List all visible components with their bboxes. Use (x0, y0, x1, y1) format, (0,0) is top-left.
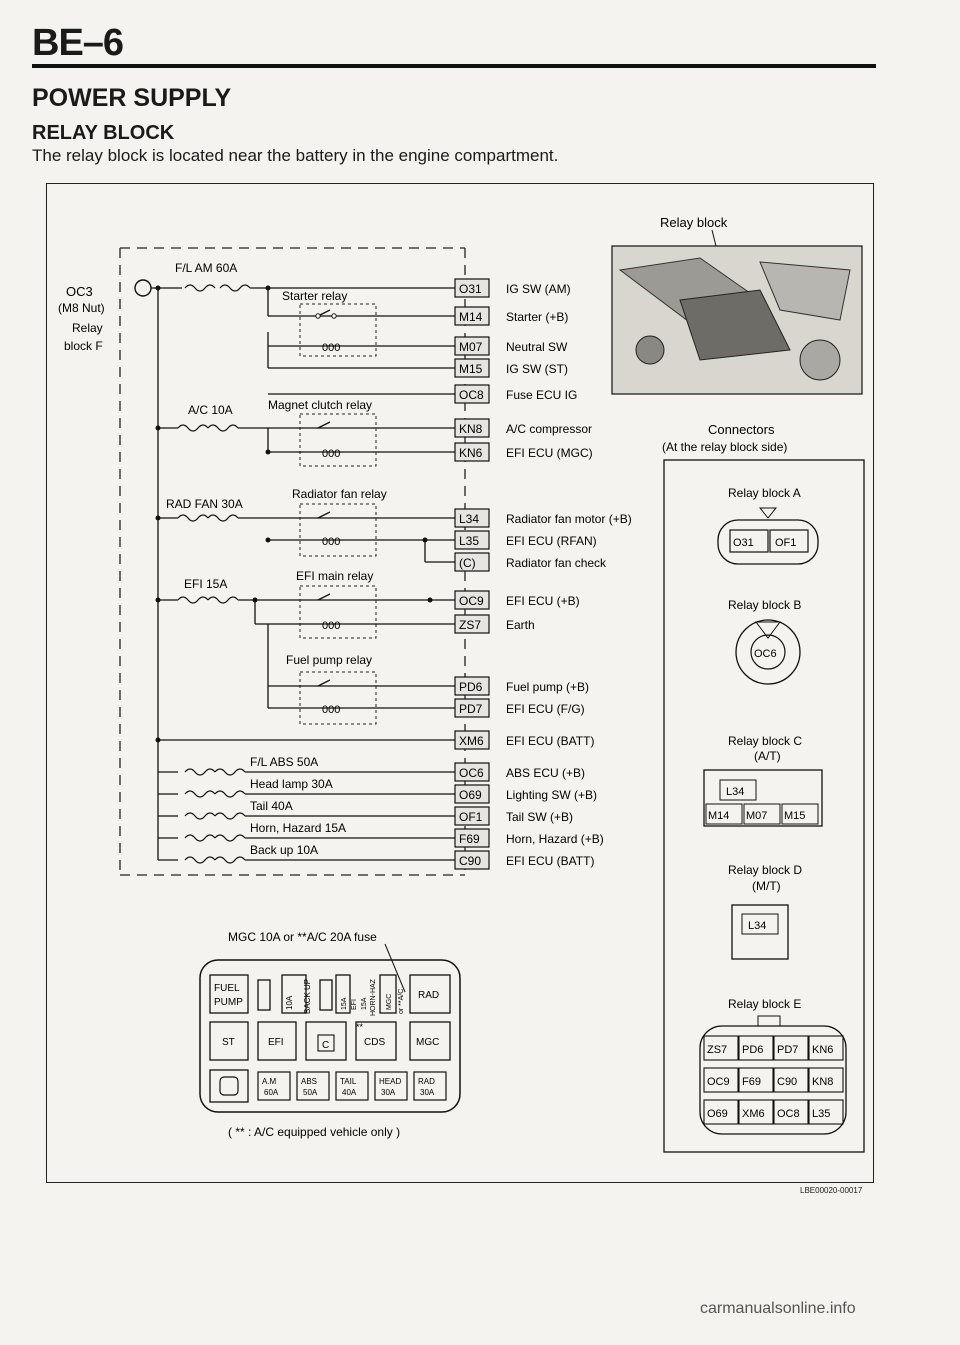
block-e-pin-label: F69 (742, 1076, 761, 1088)
big-fuse-rating: 60A (264, 1088, 279, 1097)
terminal-code: L35 (459, 534, 480, 548)
svg-text:Head lamp 30A: Head lamp 30A (250, 777, 333, 791)
terminal-desc: EFI ECU (BATT) (506, 854, 595, 868)
sub-title: RELAY BLOCK (32, 122, 175, 144)
svg-text:C: C (322, 1040, 330, 1051)
svg-text:Relay block D: Relay block D (728, 863, 803, 877)
terminal-desc: EFI ECU (BATT) (506, 734, 595, 748)
terminal-code: ZS7 (459, 618, 482, 632)
svg-text:**: ** (356, 1022, 364, 1032)
relay-block-photo (612, 215, 862, 394)
svg-text:F/L AM 60A: F/L AM 60A (175, 261, 238, 275)
terminal-code: M15 (459, 362, 483, 376)
terminal-desc: Earth (506, 618, 535, 632)
svg-text:MGC: MGC (416, 1037, 440, 1048)
svg-text:Relay block E: Relay block E (728, 997, 802, 1011)
block-e-pin-label: OC9 (707, 1076, 730, 1088)
terminal-list (455, 279, 632, 869)
svg-text:PUMP: PUMP (214, 997, 243, 1008)
radiator-fan-relay (266, 487, 456, 562)
svg-text:EFI: EFI (268, 1037, 284, 1048)
svg-text:FUEL: FUEL (214, 983, 240, 994)
svg-text:EFI main relay: EFI main relay (296, 569, 374, 583)
svg-text:000: 000 (322, 448, 341, 460)
big-fuse-rating: 30A (420, 1088, 435, 1097)
terminal-desc: Horn, Hazard (+B) (506, 832, 604, 846)
terminal-desc: Fuse ECU IG (506, 388, 578, 402)
svg-text:Relay block B: Relay block B (728, 598, 802, 612)
svg-text:15A: 15A (341, 997, 348, 1010)
svg-text:Horn, Hazard 15A: Horn, Hazard 15A (250, 821, 347, 835)
terminal-desc: ABS ECU (+B) (506, 766, 586, 780)
svg-text:000: 000 (322, 620, 341, 632)
svg-text:RAD FAN 30A: RAD FAN 30A (166, 497, 243, 511)
magnet-clutch-relay (266, 398, 456, 466)
svg-text:BACK UP: BACK UP (303, 978, 312, 1014)
svg-text:Connectors: Connectors (708, 422, 775, 437)
svg-text:Magnet clutch relay: Magnet clutch relay (268, 398, 373, 412)
block-e-pin-label: PD7 (777, 1044, 799, 1056)
big-fuse-name: ABS (301, 1077, 318, 1086)
terminal-code: PD6 (459, 680, 483, 694)
svg-text:EFI: EFI (351, 999, 358, 1010)
block-e-pin-label: KN8 (812, 1076, 834, 1088)
svg-text:RAD: RAD (418, 990, 440, 1001)
terminal-desc: EFI ECU (MGC) (506, 446, 593, 460)
terminal-code: OC6 (459, 766, 484, 780)
svg-text:HORN-HAZ: HORN-HAZ (370, 979, 377, 1016)
block-e-pin-label: ZS7 (707, 1044, 728, 1056)
svg-text:OC6: OC6 (754, 648, 777, 660)
svg-text:10A: 10A (285, 995, 294, 1010)
terminal-code: OF1 (459, 810, 483, 824)
big-fuse-name: RAD (418, 1077, 435, 1086)
svg-text:M15: M15 (784, 810, 806, 822)
figure-code: LBE00020-00017 (800, 1186, 863, 1195)
terminal-desc: EFI ECU (RFAN) (506, 534, 597, 548)
svg-text:CDS: CDS (364, 1037, 386, 1048)
terminal-code: KN8 (459, 422, 483, 436)
svg-text:000: 000 (322, 704, 341, 716)
lower-fuses (158, 755, 455, 863)
section-title: POWER SUPPLY (32, 84, 232, 112)
terminal-code: OC9 (459, 594, 484, 608)
fuse-layout-panel (200, 930, 460, 1139)
block-e-pin-label: O69 (707, 1108, 728, 1120)
terminal-desc: A/C compressor (506, 422, 593, 436)
svg-text:A/C 10A: A/C 10A (188, 403, 233, 417)
big-fuse-name: A.M (262, 1077, 277, 1086)
terminal-desc: Neutral SW (506, 340, 568, 354)
terminal-code: M14 (459, 310, 483, 324)
svg-text:ST: ST (222, 1037, 235, 1048)
svg-text:F/L ABS 50A: F/L ABS 50A (250, 755, 319, 769)
block-e-pin-label: PD6 (742, 1044, 764, 1056)
terminal-desc: Lighting SW (+B) (506, 788, 598, 802)
svg-text:O31: O31 (733, 537, 754, 549)
terminal-code: C90 (459, 854, 482, 868)
terminal-code: L34 (459, 512, 480, 526)
terminal-code: F69 (459, 832, 480, 846)
terminal-desc: EFI ECU (+B) (506, 594, 580, 608)
terminal-desc: Tail SW (+B) (506, 810, 574, 824)
svg-text:Fuel pump relay: Fuel pump relay (286, 653, 373, 667)
watermark: carmanualsonline.info (700, 1300, 856, 1317)
layout-caption: MGC 10A or **A/C 20A fuse (228, 930, 377, 944)
svg-text:L34: L34 (748, 920, 767, 932)
page-id: BE–6 (32, 22, 124, 64)
big-fuse-name: TAIL (340, 1077, 357, 1086)
intro-text: The relay block is located near the battery in the engine compartment. (32, 146, 559, 165)
svg-text:OF1: OF1 (775, 537, 797, 549)
svg-text:Relay block C: Relay block C (728, 734, 803, 748)
svg-text:000: 000 (322, 536, 341, 548)
terminal-code: (C) (459, 556, 476, 570)
svg-text:000: 000 (322, 342, 341, 354)
oc3-terminal (135, 280, 151, 296)
terminal-desc: IG SW (ST) (506, 362, 568, 376)
terminal-desc: IG SW (AM) (506, 282, 571, 296)
big-fuse-rating: 40A (342, 1088, 357, 1097)
terminal-code: XM6 (459, 734, 484, 748)
terminal-code: PD7 (459, 702, 483, 716)
efi-main-relay (255, 569, 455, 638)
oc3-label: OC3 (66, 284, 93, 299)
terminal-desc: Radiator fan check (506, 556, 607, 570)
big-fuse-name: HEAD (379, 1077, 402, 1086)
terminal-code: M07 (459, 340, 483, 354)
svg-text:(M/T): (M/T) (752, 879, 781, 893)
svg-text:M14: M14 (708, 810, 730, 822)
oc3-nut-label: (M8 Nut) (58, 301, 105, 315)
svg-text:(At the relay block side): (At the relay block side) (662, 440, 788, 454)
block-e-pin-label: KN6 (812, 1044, 834, 1056)
svg-text:15A: 15A (361, 997, 368, 1010)
fuse-am (151, 261, 455, 291)
terminal-desc: EFI ECU (F/G) (506, 702, 585, 716)
svg-text:Tail 40A: Tail 40A (250, 799, 293, 813)
svg-text:(A/T): (A/T) (754, 749, 781, 763)
block-e-pin-label: L35 (812, 1108, 831, 1120)
terminal-desc: Radiator fan motor (+B) (506, 512, 632, 526)
terminal-code: O69 (459, 788, 482, 802)
svg-text:or **A/C: or **A/C (398, 988, 405, 1014)
svg-text:Relay block A: Relay block A (728, 486, 801, 500)
block-e-pin-label: OC8 (777, 1108, 800, 1120)
svg-text:L34: L34 (726, 786, 745, 798)
svg-text:Back up 10A: Back up 10A (250, 843, 319, 857)
layout-note: ( ** : A/C equipped vehicle only ) (228, 1125, 401, 1139)
block-e-pin-label: C90 (777, 1076, 798, 1088)
svg-text:Starter relay: Starter relay (282, 289, 348, 303)
block-e-pin-label: XM6 (742, 1108, 765, 1120)
terminal-code: O31 (459, 282, 482, 296)
fuel-pump-relay (268, 624, 455, 724)
svg-text:MGC: MGC (386, 993, 393, 1010)
terminal-code: KN6 (459, 446, 483, 460)
svg-text:M07: M07 (746, 810, 768, 822)
svg-text:Relay block: Relay block (660, 215, 728, 230)
terminal-desc: Fuel pump (+B) (506, 680, 590, 694)
svg-text:Radiator fan relay: Radiator fan relay (292, 487, 387, 501)
relay-label: Relay (72, 321, 103, 335)
connectors-panel (662, 422, 864, 1152)
big-fuse-rating: 30A (381, 1088, 396, 1097)
big-fuse-rating: 50A (303, 1088, 318, 1097)
svg-text:EFI 15A: EFI 15A (184, 577, 228, 591)
block-f-label: block F (64, 339, 103, 353)
terminal-desc: Starter (+B) (506, 310, 569, 324)
starter-relay (268, 288, 455, 368)
terminal-code: OC8 (459, 388, 484, 402)
